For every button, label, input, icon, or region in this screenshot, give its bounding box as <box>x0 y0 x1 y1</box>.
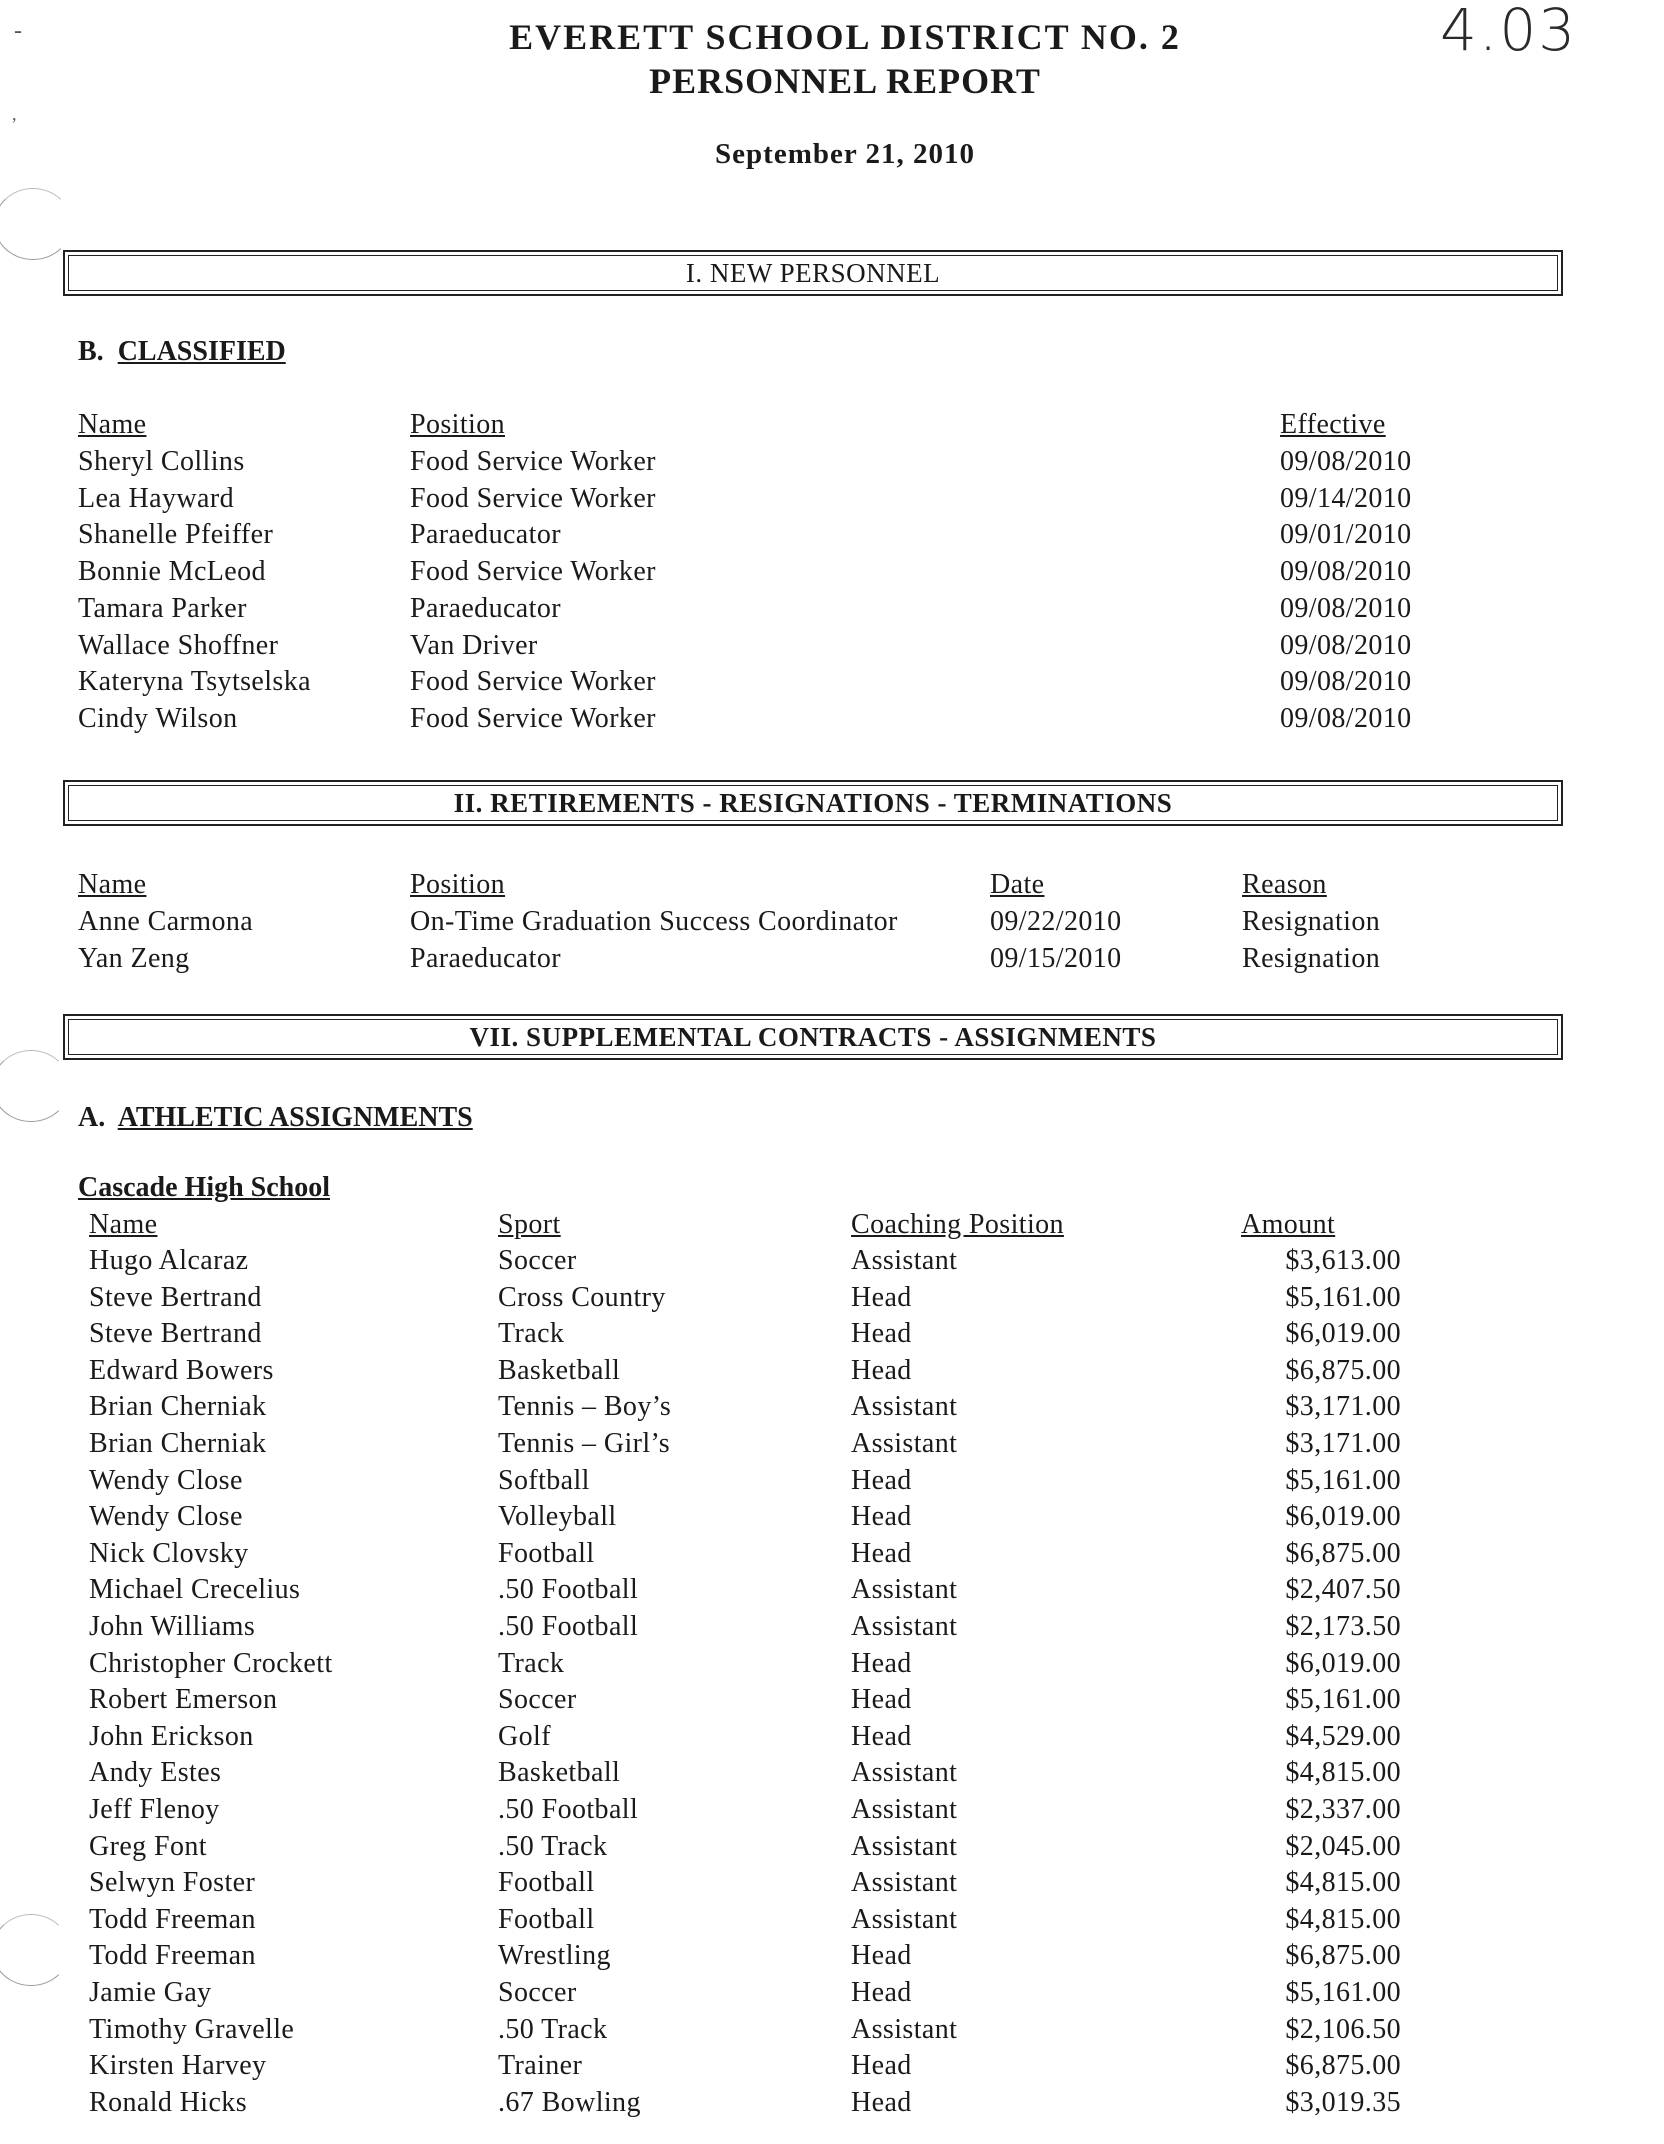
cell-coaching-position: Head <box>851 1977 912 2008</box>
cell-amount: $6,875.00 <box>1285 1537 1401 1569</box>
cell-position: On-Time Graduation Success Coordinator <box>410 906 898 937</box>
cell-position: Food Service Worker <box>410 446 656 477</box>
cell-amount: $5,161.00 <box>1285 1977 1401 2008</box>
cell-coaching-position: Assistant <box>851 1867 958 1899</box>
cell-name: John Erickson <box>89 1720 254 1752</box>
cell-amount: $2,407.50 <box>1285 1574 1401 1606</box>
cell-sport: Trainer <box>498 2050 583 2082</box>
cell-amount: $4,529.00 <box>1285 1720 1401 1752</box>
column-header-position: Position <box>410 409 506 440</box>
cell-name: Wendy Close <box>89 1501 243 1533</box>
section-heading: I. NEW PERSONNEL <box>685 258 941 288</box>
table-row <box>0 906 1664 943</box>
cell-position: Food Service Worker <box>410 702 656 734</box>
cell-name: Lea Hayward <box>78 482 234 514</box>
cell-coaching-position: Head <box>851 1464 912 1496</box>
cell-name: Todd Freeman <box>89 1940 256 1972</box>
table-row <box>0 1428 1664 1465</box>
section-new-personnel-bar <box>63 250 1563 296</box>
section-heading: II. RETIREMENTS - RESIGNATIONS - TERMINATIONS <box>453 788 1173 818</box>
cell-amount: $6,875.00 <box>1285 1354 1401 1386</box>
cell-position: Food Service Worker <box>410 556 656 588</box>
column-header-coaching-position: Coaching Position <box>851 1209 1064 1240</box>
cell-name: Jamie Gay <box>89 1977 212 2008</box>
table-header-row <box>0 1209 1664 1246</box>
cell-name: Bonnie McLeod <box>78 556 266 588</box>
cell-name: Timothy Gravelle <box>89 2013 295 2045</box>
table-header-row <box>0 869 1664 906</box>
table-row <box>0 1940 1664 1977</box>
section-heading: VII. SUPPLEMENTAL CONTRACTS - ASSIGNMENTS <box>469 1022 1157 1052</box>
school-name: Cascade High School <box>78 1172 331 1203</box>
cell-amount: $6,875.00 <box>1285 1940 1401 1972</box>
cell-amount: $4,815.00 <box>1285 1867 1401 1899</box>
cell-name: Todd Freeman <box>89 1903 256 1935</box>
cell-sport: Football <box>498 1867 595 1899</box>
cell-name: Shanelle Pfeiffer <box>78 519 274 551</box>
cell-name: Sheryl Collins <box>78 446 245 477</box>
table-row <box>0 1501 1664 1538</box>
column-header-name: Name <box>78 869 147 900</box>
table-row <box>0 1721 1664 1758</box>
table-row <box>0 446 1664 483</box>
table-row <box>0 2087 1664 2124</box>
cell-name: Wendy Close <box>89 1464 243 1496</box>
cell-coaching-position: Head <box>851 2086 912 2118</box>
cell-sport: .50 Track <box>498 1830 608 1862</box>
table-row <box>0 1831 1664 1868</box>
cell-amount: $5,161.00 <box>1285 1464 1401 1496</box>
cell-sport: Football <box>498 1537 595 1569</box>
cell-coaching-position: Assistant <box>851 1757 958 1789</box>
table-row <box>0 1318 1664 1355</box>
cell-coaching-position: Assistant <box>851 1574 958 1606</box>
column-header-date: Date <box>990 869 1045 900</box>
cell-amount: $4,815.00 <box>1285 1757 1401 1789</box>
cell-coaching-position: Head <box>851 1281 912 1313</box>
cell-position: Van Driver <box>410 629 538 661</box>
report-date: September 21, 2010 <box>715 138 975 170</box>
cell-effective-date: 09/08/2010 <box>1280 556 1412 588</box>
cell-name: Nick Clovsky <box>89 1537 249 1569</box>
cell-coaching-position: Assistant <box>851 1903 958 1935</box>
table-row <box>0 2014 1664 2051</box>
cell-amount: $2,045.00 <box>1285 1830 1401 1862</box>
cell-sport: Tennis – Boy’s <box>498 1391 672 1423</box>
cell-name: Ronald Hicks <box>89 2086 248 2118</box>
cell-position: Paraeducator <box>410 592 561 624</box>
cell-name: Michael Crecelius <box>89 1574 301 1606</box>
scan-speck: - <box>14 18 22 44</box>
cell-name: Andy Estes <box>89 1757 222 1789</box>
cell-amount: $5,161.00 <box>1285 1684 1401 1716</box>
table-row <box>0 2050 1664 2087</box>
cell-sport: Basketball <box>498 1354 621 1386</box>
cell-name: Kirsten Harvey <box>89 2050 267 2082</box>
cell-name: Hugo Alcaraz <box>89 1245 249 1276</box>
table-row <box>0 519 1664 556</box>
cell-date: 09/22/2010 <box>990 906 1122 937</box>
cell-coaching-position: Assistant <box>851 1428 958 1459</box>
cell-position: Paraeducator <box>410 519 561 551</box>
cell-name: Anne Carmona <box>78 906 254 937</box>
cell-amount: $3,171.00 <box>1285 1428 1401 1459</box>
cell-date: 09/15/2010 <box>990 942 1122 974</box>
cell-position: Food Service Worker <box>410 482 656 514</box>
table-row <box>0 703 1664 740</box>
column-header-name: Name <box>89 1209 158 1240</box>
cell-amount: $2,106.50 <box>1285 2013 1401 2045</box>
column-header-name: Name <box>78 409 147 440</box>
cell-name: Steve Bertrand <box>89 1281 262 1313</box>
subsection-letter: A. <box>78 1102 106 1133</box>
subsection-title: CLASSIFIED <box>117 336 286 367</box>
cell-coaching-position: Assistant <box>851 1245 958 1276</box>
table-row <box>0 666 1664 703</box>
table-row <box>0 593 1664 630</box>
cell-name: Wallace Shoffner <box>78 629 279 661</box>
handwritten-item-number: 4.03 <box>1440 0 1578 64</box>
cell-amount: $3,019.35 <box>1285 2086 1401 2118</box>
cell-effective-date: 09/08/2010 <box>1280 702 1412 734</box>
district-title: EVERETT SCHOOL DISTRICT NO. 2 <box>509 17 1181 57</box>
cell-amount: $6,019.00 <box>1285 1318 1401 1350</box>
cell-coaching-position: Assistant <box>851 1611 958 1642</box>
cell-coaching-position: Head <box>851 1354 912 1386</box>
cell-effective-date: 09/14/2010 <box>1280 482 1412 514</box>
cell-sport: Tennis – Girl’s <box>498 1428 671 1459</box>
cell-sport: .50 Football <box>498 1611 639 1642</box>
column-header-effective: Effective <box>1280 409 1386 440</box>
cell-sport: Soccer <box>498 1977 577 2008</box>
cell-effective-date: 09/08/2010 <box>1280 446 1412 477</box>
cell-effective-date: 09/08/2010 <box>1280 629 1412 661</box>
cell-coaching-position: Head <box>851 2050 912 2082</box>
column-header-position: Position <box>410 869 506 900</box>
cell-amount: $3,613.00 <box>1285 1245 1401 1276</box>
table-row <box>0 943 1664 980</box>
cell-name: Greg Font <box>89 1830 207 1862</box>
cell-coaching-position: Head <box>851 1940 912 1972</box>
subsection-classified <box>78 336 286 368</box>
cell-sport: Wrestling <box>498 1940 611 1972</box>
cell-sport: Softball <box>498 1464 590 1496</box>
cell-position: Paraeducator <box>410 942 561 974</box>
table-row <box>0 1355 1664 1392</box>
cell-sport: Golf <box>498 1720 551 1752</box>
table-row <box>0 556 1664 593</box>
column-header-reason: Reason <box>1242 869 1327 900</box>
cell-name: Steve Bertrand <box>89 1318 262 1350</box>
cell-reason: Resignation <box>1242 906 1381 937</box>
cell-sport: Track <box>498 1647 565 1679</box>
cell-amount: $2,337.00 <box>1285 1794 1401 1825</box>
cell-name: Selwyn Foster <box>89 1867 256 1899</box>
table-row <box>0 1245 1664 1282</box>
table-row <box>0 1867 1664 1904</box>
cell-name: Kateryna Tsytselska <box>78 666 311 698</box>
cell-amount: $6,875.00 <box>1285 2050 1401 2082</box>
subsection-athletic <box>78 1102 473 1134</box>
cell-coaching-position: Head <box>851 1537 912 1569</box>
scan-speck: , <box>12 104 17 124</box>
subsection-letter: B. <box>78 336 104 367</box>
table-row <box>0 1574 1664 1611</box>
report-title: PERSONNEL REPORT <box>649 61 1041 101</box>
cell-coaching-position: Assistant <box>851 1391 958 1423</box>
section-retirements-bar <box>63 780 1563 826</box>
table-row <box>0 483 1664 520</box>
cell-sport: Track <box>498 1318 565 1350</box>
punch-hole-mark <box>0 188 72 260</box>
cell-coaching-position: Head <box>851 1318 912 1350</box>
cell-amount: $6,019.00 <box>1285 1647 1401 1679</box>
column-header-sport: Sport <box>498 1209 561 1240</box>
section-supplemental-bar <box>63 1014 1563 1060</box>
table-row <box>0 1794 1664 1831</box>
cell-sport: Cross Country <box>498 1281 666 1313</box>
cell-name: Cindy Wilson <box>78 702 238 734</box>
cell-reason: Resignation <box>1242 942 1381 974</box>
cell-sport: Soccer <box>498 1245 577 1276</box>
cell-sport: .67 Bowling <box>498 2086 641 2118</box>
cell-amount: $6,019.00 <box>1285 1501 1401 1533</box>
table-row <box>0 630 1664 667</box>
cell-coaching-position: Assistant <box>851 2013 958 2045</box>
cell-amount: $4,815.00 <box>1285 1903 1401 1935</box>
cell-amount: $3,171.00 <box>1285 1391 1401 1423</box>
cell-sport: Volleyball <box>498 1501 617 1533</box>
cell-name: Edward Bowers <box>89 1354 274 1386</box>
table-row <box>0 1282 1664 1319</box>
cell-amount: $2,173.50 <box>1285 1611 1401 1642</box>
column-header-amount: Amount <box>1241 1209 1336 1240</box>
cell-name: Brian Cherniak <box>89 1428 267 1459</box>
cell-effective-date: 09/01/2010 <box>1280 519 1412 551</box>
cell-coaching-position: Head <box>851 1684 912 1716</box>
cell-name: Robert Emerson <box>89 1684 278 1716</box>
cell-coaching-position: Head <box>851 1501 912 1533</box>
cell-name: John Williams <box>89 1611 256 1642</box>
cell-effective-date: 09/08/2010 <box>1280 666 1412 698</box>
table-row <box>0 1538 1664 1575</box>
subsection-title: ATHLETIC ASSIGNMENTS <box>117 1102 473 1133</box>
cell-coaching-position: Head <box>851 1720 912 1752</box>
cell-name: Christopher Crockett <box>89 1647 333 1679</box>
table-row <box>0 1391 1664 1428</box>
cell-name: Brian Cherniak <box>89 1391 267 1423</box>
table-row <box>0 1757 1664 1794</box>
table-row <box>0 1977 1664 2014</box>
table-header-row <box>0 409 1664 446</box>
punch-hole-mark <box>0 1050 70 1122</box>
cell-sport: Basketball <box>498 1757 621 1789</box>
table-row <box>0 1611 1664 1648</box>
cell-amount: $5,161.00 <box>1285 1281 1401 1313</box>
cell-sport: Football <box>498 1903 595 1935</box>
cell-sport: Soccer <box>498 1684 577 1716</box>
cell-effective-date: 09/08/2010 <box>1280 592 1412 624</box>
table-row <box>0 1648 1664 1685</box>
cell-coaching-position: Assistant <box>851 1794 958 1825</box>
cell-coaching-position: Head <box>851 1647 912 1679</box>
table-row <box>0 1904 1664 1941</box>
cell-sport: .50 Track <box>498 2013 608 2045</box>
cell-sport: .50 Football <box>498 1574 639 1606</box>
cell-position: Food Service Worker <box>410 666 656 698</box>
cell-sport: .50 Football <box>498 1794 639 1825</box>
table-row <box>0 1684 1664 1721</box>
cell-name: Jeff Flenoy <box>89 1794 220 1825</box>
cell-coaching-position: Assistant <box>851 1830 958 1862</box>
cell-name: Tamara Parker <box>78 592 247 624</box>
cell-name: Yan Zeng <box>78 942 190 974</box>
table-row <box>0 1465 1664 1502</box>
